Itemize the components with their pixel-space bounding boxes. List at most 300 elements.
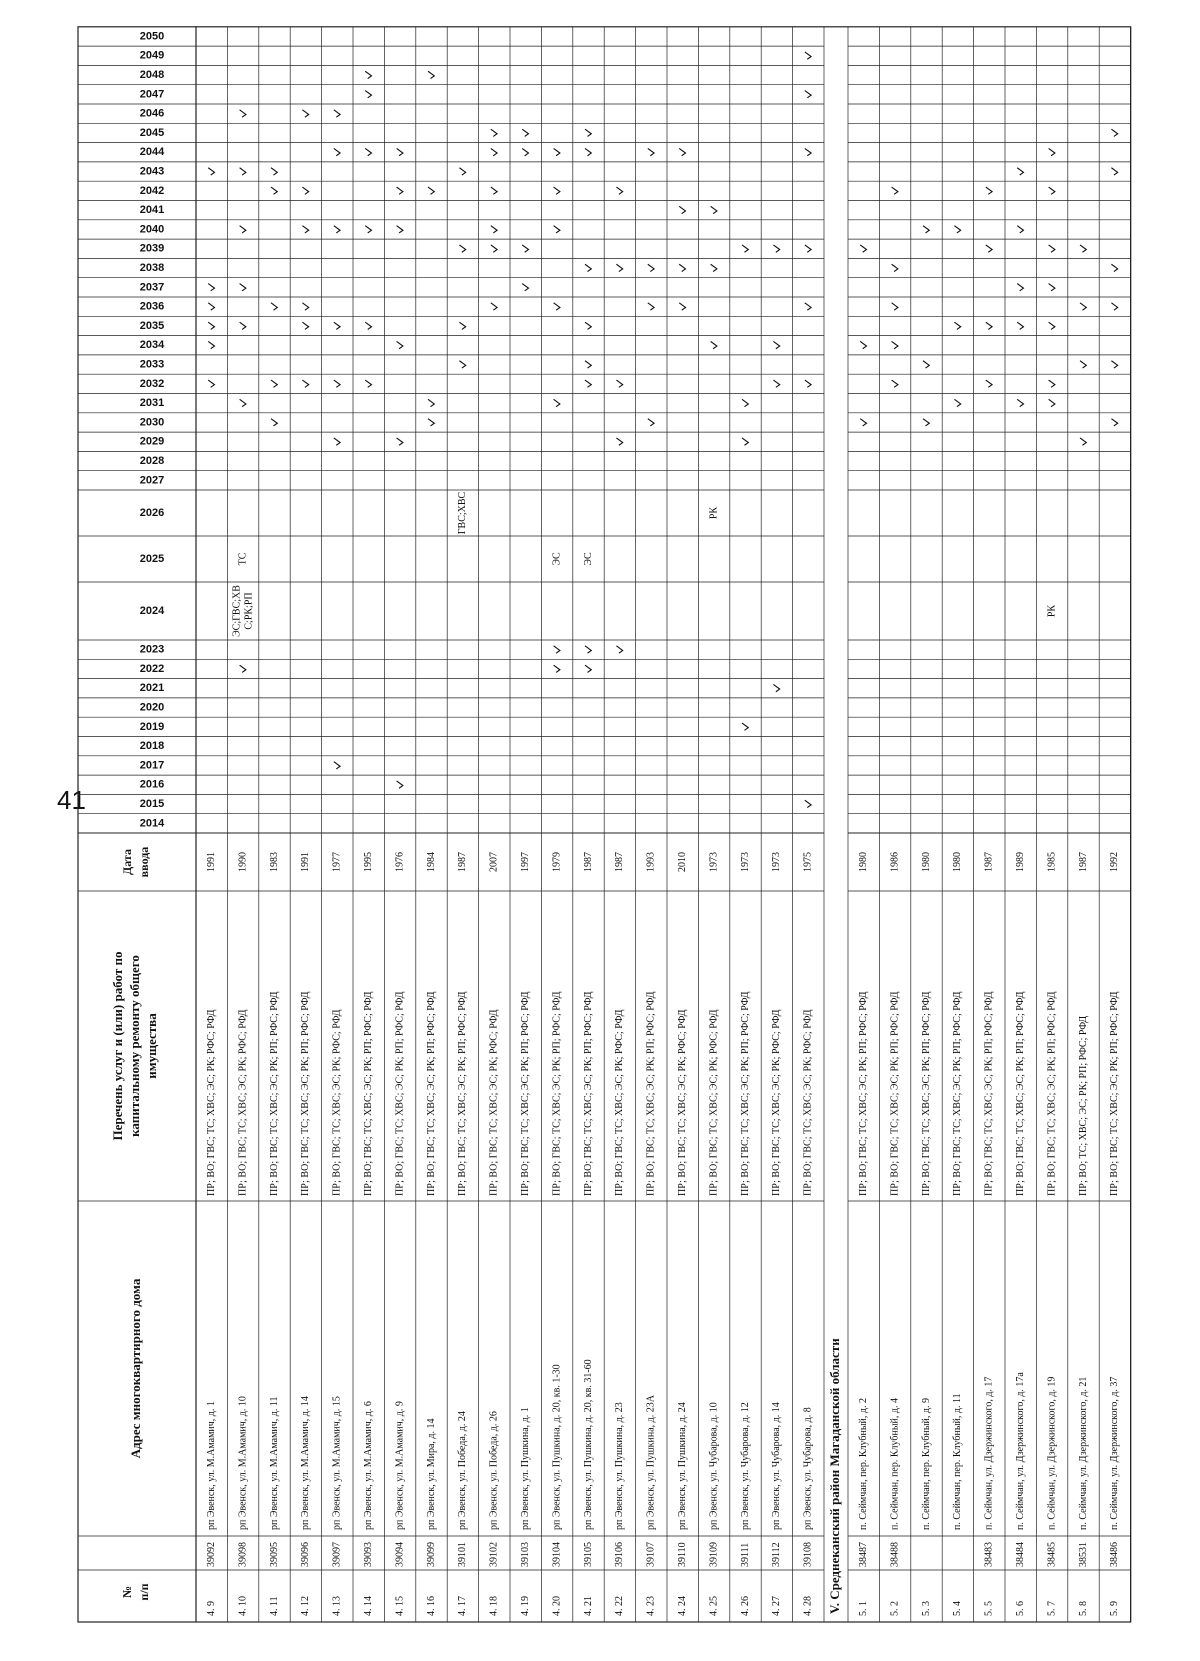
row-works: ПР; ВО; ГВС; ТС; ХВС; ЭС; РК; РП; РФС; РФД: [394, 991, 406, 1196]
year-header: 2042: [139, 184, 165, 197]
check-mark: [1080, 303, 1086, 310]
check-mark: [616, 380, 622, 387]
row-date: 1985: [1046, 852, 1058, 872]
check-mark: [365, 380, 371, 387]
check-mark: [923, 361, 929, 368]
year-header: 2025: [139, 552, 165, 565]
row-number: 4. 13: [331, 1596, 343, 1616]
row-date: 1975: [802, 852, 814, 872]
row-date: 1973: [739, 852, 751, 872]
check-mark: [240, 322, 246, 329]
year-header: 2031: [139, 397, 165, 410]
row-date: 2010: [676, 852, 688, 872]
check-mark: [648, 264, 654, 271]
check-mark: [954, 226, 960, 233]
year-header: 2019: [139, 720, 165, 733]
check-mark: [240, 399, 246, 406]
check-mark: [302, 110, 308, 117]
row-works: ПР; ВО; ГВС; ТС; ХВС; ЭС; РК; РП; РФС; РФД: [952, 991, 964, 1196]
row-address: рп Эвенск, ул. Победа, д. 26: [488, 1411, 500, 1530]
check-mark: [271, 303, 277, 310]
special-work-text: ТС: [237, 552, 249, 566]
check-mark: [986, 322, 992, 329]
row-address: рп Эвенск, ул. Чубарова, д. 10: [708, 1402, 720, 1530]
check-mark: [805, 245, 811, 252]
check-mark: [616, 438, 622, 445]
row-address: п. Сеймчан, пер. Клубный, д. 9: [920, 1398, 932, 1530]
row-address: п. Сеймчан, пер. Клубный, д. 4: [889, 1398, 901, 1530]
year-header: 2038: [139, 261, 165, 274]
check-mark: [397, 187, 403, 194]
header-num: №: [119, 1585, 134, 1599]
row-number: 4. 25: [708, 1596, 720, 1616]
check-mark: [742, 438, 748, 445]
row-date: 2007: [488, 852, 500, 872]
year-header: 2037: [139, 281, 165, 294]
check-mark: [522, 129, 528, 136]
check-mark: [773, 341, 779, 348]
special-work-text: ЭС: [582, 552, 594, 566]
row-works: ПР; ВО; ГВС; ТС; ХВС; ЭС; РК; РФС; РФД: [205, 1009, 217, 1196]
check-mark: [428, 399, 434, 406]
row-date: 1976: [394, 852, 406, 872]
header-num-sub: п/п: [136, 1583, 151, 1601]
check-mark: [1049, 187, 1055, 194]
special-work-text: ГВС;ХВС: [457, 491, 469, 535]
check-mark: [742, 723, 748, 730]
row-works: ПР; ВО; ГВС; ТС; ХВС; ЭС; РК; РП; РФС; РФД: [739, 991, 751, 1196]
check-mark: [805, 52, 811, 59]
check-mark: [805, 91, 811, 98]
check-mark: [742, 245, 748, 252]
check-mark: [1111, 129, 1117, 136]
row-address: рп Эвенск, ул. М.Амамич, д. 11: [268, 1396, 280, 1530]
check-mark: [805, 303, 811, 310]
check-mark: [334, 110, 340, 117]
check-mark: [892, 187, 898, 194]
row-works: ПР; ВО; ГВС; ТС; ХВС; ЭС; РК; РП; РФС; РФД: [457, 991, 469, 1196]
check-mark: [271, 419, 277, 426]
check-mark: [585, 264, 591, 271]
row-number: 5. 3: [920, 1601, 932, 1616]
row-works: ПР; ВО; ГВС; ТС; ХВС; ЭС; РК; РП; РФС; РФД: [300, 991, 312, 1196]
year-header: 2027: [139, 474, 165, 487]
row-number: 4. 12: [300, 1596, 312, 1616]
check-mark: [742, 399, 748, 406]
check-mark: [397, 781, 403, 788]
row-date: 1987: [582, 852, 594, 872]
check-mark: [522, 148, 528, 155]
check-mark: [648, 419, 654, 426]
row-works: ПР; ВО; ГВС; ТС; ХВС; ЭС; РК; РП; РФС; РФД: [983, 991, 995, 1196]
check-mark: [986, 245, 992, 252]
year-header: 2035: [139, 319, 165, 332]
row-number: 4. 9: [205, 1601, 217, 1616]
year-header: 2033: [139, 358, 165, 371]
row-code: 39097: [331, 1542, 343, 1567]
year-header: 2021: [139, 682, 165, 695]
check-mark: [892, 341, 898, 348]
row-code: 39109: [708, 1542, 720, 1567]
row-number: 4. 11: [268, 1596, 280, 1616]
row-code: 38484: [1014, 1542, 1026, 1567]
check-mark: [711, 206, 717, 213]
header-works-line: капитальному ремонту общего: [126, 955, 142, 1137]
row-address: п. Сеймчан, ул. Дзержинского, д. 17: [983, 1376, 995, 1530]
year-header: 2047: [139, 88, 165, 101]
check-mark: [1049, 399, 1055, 406]
row-code: 39094: [394, 1542, 406, 1567]
row-date: 1987: [1077, 852, 1089, 872]
year-header: 2032: [139, 377, 165, 390]
check-mark: [397, 226, 403, 233]
row-code: 39106: [614, 1542, 626, 1567]
row-address: рп Эвенск, ул. Чубарова, д. 12: [739, 1402, 751, 1530]
check-mark: [1017, 226, 1023, 233]
row-address: рп Эвенск, ул. Пушкина, д. 20, кв. 1-30: [551, 1364, 563, 1530]
check-mark: [271, 380, 277, 387]
row-code: 39101: [457, 1542, 469, 1567]
row-number: 4. 26: [739, 1596, 751, 1616]
check-mark: [711, 264, 717, 271]
row-number: 5. 4: [952, 1601, 964, 1616]
row-code: 39107: [645, 1542, 657, 1567]
row-works: ПР; ВО; ГВС; ТС; ХВС; ЭС; РК; РП; РФС; РФД: [582, 991, 594, 1196]
row-works: ПР; ВО; ГВС; ТС; ХВС; ЭС; РК; РФС; РФД: [237, 1009, 249, 1196]
header-works-line: Перечень услуг и (или) работ по: [109, 951, 125, 1141]
row-date: 1980: [952, 852, 964, 872]
row-works: ПР; ВО; ГВС; ТС; ХВС; ЭС; РК; РФС; РФД: [614, 1009, 626, 1196]
row-works: ПР; ВО; ГВС; ТС; ХВС; ЭС; РК; РП; РФС; РФД: [519, 991, 531, 1196]
check-mark: [805, 148, 811, 155]
check-mark: [302, 322, 308, 329]
row-works: ПР; ВО; ГВС; ТС; ХВС; ЭС; РК; РП; РФС; РФД: [1046, 991, 1058, 1196]
check-mark: [892, 303, 898, 310]
check-mark: [1111, 168, 1117, 175]
check-mark: [1049, 148, 1055, 155]
check-mark: [491, 187, 497, 194]
year-header: 2050: [139, 30, 165, 43]
row-address: п. Сеймчан, ул. Дзержинского, д. 21: [1077, 1376, 1089, 1530]
row-address: рп Эвенск, ул. М.Амамич, д. 6: [362, 1401, 374, 1530]
check-mark: [554, 665, 560, 672]
row-works: ПР; ВО; ГВС; ТС; ХВС; ЭС; РК; РП; РФС; РФД: [425, 991, 437, 1196]
row-code: 39112: [771, 1542, 783, 1567]
check-mark: [648, 148, 654, 155]
row-number: 5. 2: [889, 1601, 901, 1616]
year-header: 2043: [139, 165, 165, 178]
row-number: 4. 23: [645, 1596, 657, 1616]
check-mark: [334, 148, 340, 155]
year-header: 2034: [139, 339, 165, 352]
row-code: 39108: [802, 1542, 814, 1567]
check-mark: [773, 245, 779, 252]
row-address: рп Эвенск, ул. Пушкина, д. 20, кв. 31-60: [582, 1359, 594, 1530]
year-header: 2044: [139, 146, 165, 159]
row-number: 4. 21: [582, 1596, 594, 1616]
check-mark: [892, 380, 898, 387]
row-code: 39098: [237, 1542, 249, 1567]
row-address: п. Сеймчан, ул. Дзержинского, д. 17а: [1014, 1372, 1026, 1530]
row-date: 1990: [237, 852, 249, 872]
header-works-line: имущества: [143, 1013, 159, 1079]
check-mark: [365, 91, 371, 98]
year-header: 2029: [139, 435, 165, 448]
row-address: рп Эвенск, ул. Пушкина, д. 23: [614, 1402, 626, 1530]
row-address: п. Сеймчан, ул. Дзержинского, д. 37: [1109, 1376, 1121, 1530]
check-mark: [240, 168, 246, 175]
check-mark: [554, 148, 560, 155]
row-number: 4. 27: [771, 1596, 783, 1616]
check-mark: [585, 646, 591, 653]
check-mark: [491, 148, 497, 155]
check-mark: [860, 245, 866, 252]
row-date: 1986: [889, 852, 901, 872]
check-mark: [208, 322, 214, 329]
check-mark: [805, 800, 811, 807]
header-date: Дата: [119, 849, 134, 875]
special-work-text: ЭС: [551, 552, 563, 566]
rotated-table: [78, 27, 1131, 1622]
check-mark: [986, 380, 992, 387]
header-address: Адрес многоквартирного дома: [127, 1278, 143, 1459]
check-mark: [271, 187, 277, 194]
check-mark: [334, 226, 340, 233]
check-mark: [554, 646, 560, 653]
check-mark: [208, 284, 214, 291]
check-mark: [397, 341, 403, 348]
row-works: ПР; ВО; ГВС; ТС; ХВС; ЭС; РК; РФС; РФД: [488, 1009, 500, 1196]
check-mark: [616, 646, 622, 653]
check-mark: [334, 322, 340, 329]
row-address: рп Эвенск, ул. М.Амамич, д. 1: [205, 1401, 217, 1530]
row-date: 1984: [425, 852, 437, 872]
check-mark: [428, 187, 434, 194]
check-mark: [334, 380, 340, 387]
check-mark: [208, 168, 214, 175]
row-code: 39110: [676, 1542, 688, 1567]
row-works: ПР; ВО; ГВС; ТС; ХВС; ЭС; РК; РП; РФС; РФД: [920, 991, 932, 1196]
check-mark: [1080, 245, 1086, 252]
check-mark: [522, 245, 528, 252]
row-code: 38483: [983, 1542, 995, 1567]
check-mark: [365, 148, 371, 155]
check-mark: [892, 264, 898, 271]
check-mark: [491, 245, 497, 252]
row-date: 1980: [857, 852, 869, 872]
check-mark: [1111, 264, 1117, 271]
check-mark: [271, 168, 277, 175]
year-header: 2040: [139, 223, 165, 236]
row-number: 5. 1: [857, 1601, 869, 1616]
row-date: 1973: [771, 852, 783, 872]
row-date: 1980: [920, 852, 932, 872]
check-mark: [1049, 322, 1055, 329]
row-works: ПР; ВО; ГВС; ТС; ХВС; ЭС; РК; РФС; РФД: [771, 1009, 783, 1196]
check-mark: [334, 762, 340, 769]
check-mark: [923, 226, 929, 233]
row-code: 39095: [268, 1542, 280, 1567]
row-number: 4. 10: [237, 1596, 249, 1616]
row-code: 39102: [488, 1542, 500, 1567]
check-mark: [240, 665, 246, 672]
check-mark: [585, 322, 591, 329]
check-mark: [616, 264, 622, 271]
year-header: 2046: [139, 107, 165, 120]
row-date: 1987: [983, 852, 995, 872]
check-mark: [208, 380, 214, 387]
check-mark: [428, 71, 434, 78]
year-header: 2049: [139, 49, 165, 62]
check-mark: [954, 399, 960, 406]
check-mark: [302, 380, 308, 387]
year-header: 2014: [139, 817, 165, 830]
year-header: 2017: [139, 759, 165, 772]
year-header: 2024: [139, 604, 165, 617]
check-mark: [397, 438, 403, 445]
check-mark: [860, 341, 866, 348]
check-mark: [240, 226, 246, 233]
row-address: рп Эвенск, ул. М.Амамич, д. 10: [237, 1396, 249, 1530]
row-number: 4. 15: [394, 1596, 406, 1616]
check-mark: [459, 361, 465, 368]
row-date: 1991: [205, 852, 217, 872]
year-header: 2023: [139, 643, 165, 656]
page-number: 41: [57, 785, 86, 815]
check-mark: [585, 148, 591, 155]
row-number: 4. 24: [676, 1596, 688, 1616]
row-number: 4. 22: [614, 1596, 626, 1616]
row-number: 4. 17: [457, 1596, 469, 1616]
year-header: 2041: [139, 204, 165, 217]
check-mark: [240, 284, 246, 291]
check-mark: [240, 110, 246, 117]
check-mark: [585, 129, 591, 136]
check-mark: [585, 361, 591, 368]
check-mark: [554, 399, 560, 406]
year-header: 2015: [139, 797, 165, 810]
row-address: рп Эвенск, ул. Мира, д. 14: [425, 1418, 437, 1530]
check-mark: [585, 665, 591, 672]
row-date: 1979: [551, 852, 563, 872]
check-mark: [986, 187, 992, 194]
year-header: 2030: [139, 416, 165, 429]
check-mark: [648, 303, 654, 310]
check-mark: [616, 187, 622, 194]
check-mark: [397, 148, 403, 155]
section-title: V. Среднеканский район Магаданской области: [826, 1338, 842, 1614]
row-code: 39093: [362, 1542, 374, 1567]
check-mark: [365, 226, 371, 233]
row-code: 38485: [1046, 1542, 1058, 1567]
check-mark: [554, 187, 560, 194]
check-mark: [1017, 168, 1023, 175]
check-mark: [585, 380, 591, 387]
row-works: ПР; ВО; ГВС; ТС; ХВС; ЭС; РК; РФС; РФД: [331, 1009, 343, 1196]
row-address: п. Сеймчан, пер. Клубный, д. 11: [952, 1393, 964, 1530]
check-mark: [302, 303, 308, 310]
check-mark: [1049, 284, 1055, 291]
check-mark: [1111, 361, 1117, 368]
year-header: 2022: [139, 662, 165, 675]
year-header: 2039: [139, 242, 165, 255]
row-address: п. Сеймчан, пер. Клубный, д. 2: [857, 1398, 869, 1530]
row-works: ПР; ВО; ГВС; ТС; ХВС; ЭС; РК; РФС; РФД: [676, 1009, 688, 1196]
row-number: 5. 9: [1109, 1601, 1121, 1616]
row-address: рп Эвенск, ул. Победа, д. 24: [457, 1411, 469, 1530]
check-mark: [522, 284, 528, 291]
row-date: 1991: [300, 852, 312, 872]
check-mark: [365, 322, 371, 329]
row-address: рп Эвенск, ул. Чубарова, д. 14: [771, 1402, 783, 1530]
row-number: 4. 14: [362, 1596, 374, 1616]
check-mark: [365, 71, 371, 78]
check-mark: [459, 168, 465, 175]
check-mark: [491, 226, 497, 233]
special-work-text: РК: [1046, 604, 1058, 618]
row-number: 4. 28: [802, 1596, 814, 1616]
check-mark: [428, 419, 434, 426]
row-address: рп Эвенск, ул. М.Амамич, д. 14: [300, 1396, 312, 1530]
check-mark: [491, 129, 497, 136]
year-header: 2036: [139, 300, 165, 313]
row-date: 1992: [1109, 852, 1121, 872]
row-works: ПР; ВО; ГВС; ТС; ХВС; ЭС; РК; РП; РФС; РФД: [645, 991, 657, 1196]
year-header: 2018: [139, 740, 165, 753]
row-address: п. Сеймчан, ул. Дзержинского, д. 19: [1046, 1376, 1058, 1530]
row-code: 38488: [889, 1542, 901, 1567]
check-mark: [491, 303, 497, 310]
check-mark: [679, 148, 685, 155]
check-mark: [1080, 438, 1086, 445]
row-address: рп Эвенск, ул. М.Амамич, д. 15: [331, 1396, 343, 1530]
year-header: 2045: [139, 126, 165, 139]
check-mark: [554, 303, 560, 310]
year-header: 2028: [139, 454, 165, 467]
check-mark: [1017, 284, 1023, 291]
row-date: 1993: [645, 852, 657, 872]
row-date: 1977: [331, 852, 343, 872]
check-mark: [208, 303, 214, 310]
row-code: 38531: [1077, 1542, 1089, 1567]
check-mark: [459, 245, 465, 252]
row-code: 39105: [582, 1542, 594, 1567]
row-date: 1973: [708, 852, 720, 872]
check-mark: [1111, 303, 1117, 310]
check-mark: [554, 226, 560, 233]
check-mark: [1111, 419, 1117, 426]
row-address: рп Эвенск, ул. Пушкина, д. 1: [519, 1407, 531, 1530]
check-mark: [1017, 399, 1023, 406]
special-work-text: РК: [708, 506, 720, 520]
row-code: 39103: [519, 1542, 531, 1567]
row-works: ПР; ВО; ГВС; ТС; ХВС; ЭС; РК; РП; РФС; РФД: [362, 991, 374, 1196]
row-works: ПР; ВО; ГВС; ТС; ХВС; ЭС; РК; РП; РФС; РФД: [1014, 991, 1026, 1196]
row-number: 4. 19: [519, 1596, 531, 1616]
row-works: ПР; ВО; ГВС; ТС; ХВС; ЭС; РК; РП; РФС; РФД: [1109, 991, 1121, 1196]
check-mark: [1080, 361, 1086, 368]
check-mark: [302, 226, 308, 233]
row-works: ПР; ВО; ГВС; ТС; ХВС; ЭС; РК; РП; РФС; РФД: [889, 991, 901, 1196]
row-address: рп Эвенск, ул. Чубарова, д. 8: [802, 1407, 814, 1530]
row-code: 39111: [739, 1542, 751, 1567]
row-number: 5. 6: [1014, 1601, 1026, 1616]
check-mark: [679, 264, 685, 271]
row-number: 5. 7: [1046, 1601, 1058, 1616]
row-number: 5. 5: [983, 1601, 995, 1616]
check-mark: [1049, 380, 1055, 387]
check-mark: [860, 419, 866, 426]
